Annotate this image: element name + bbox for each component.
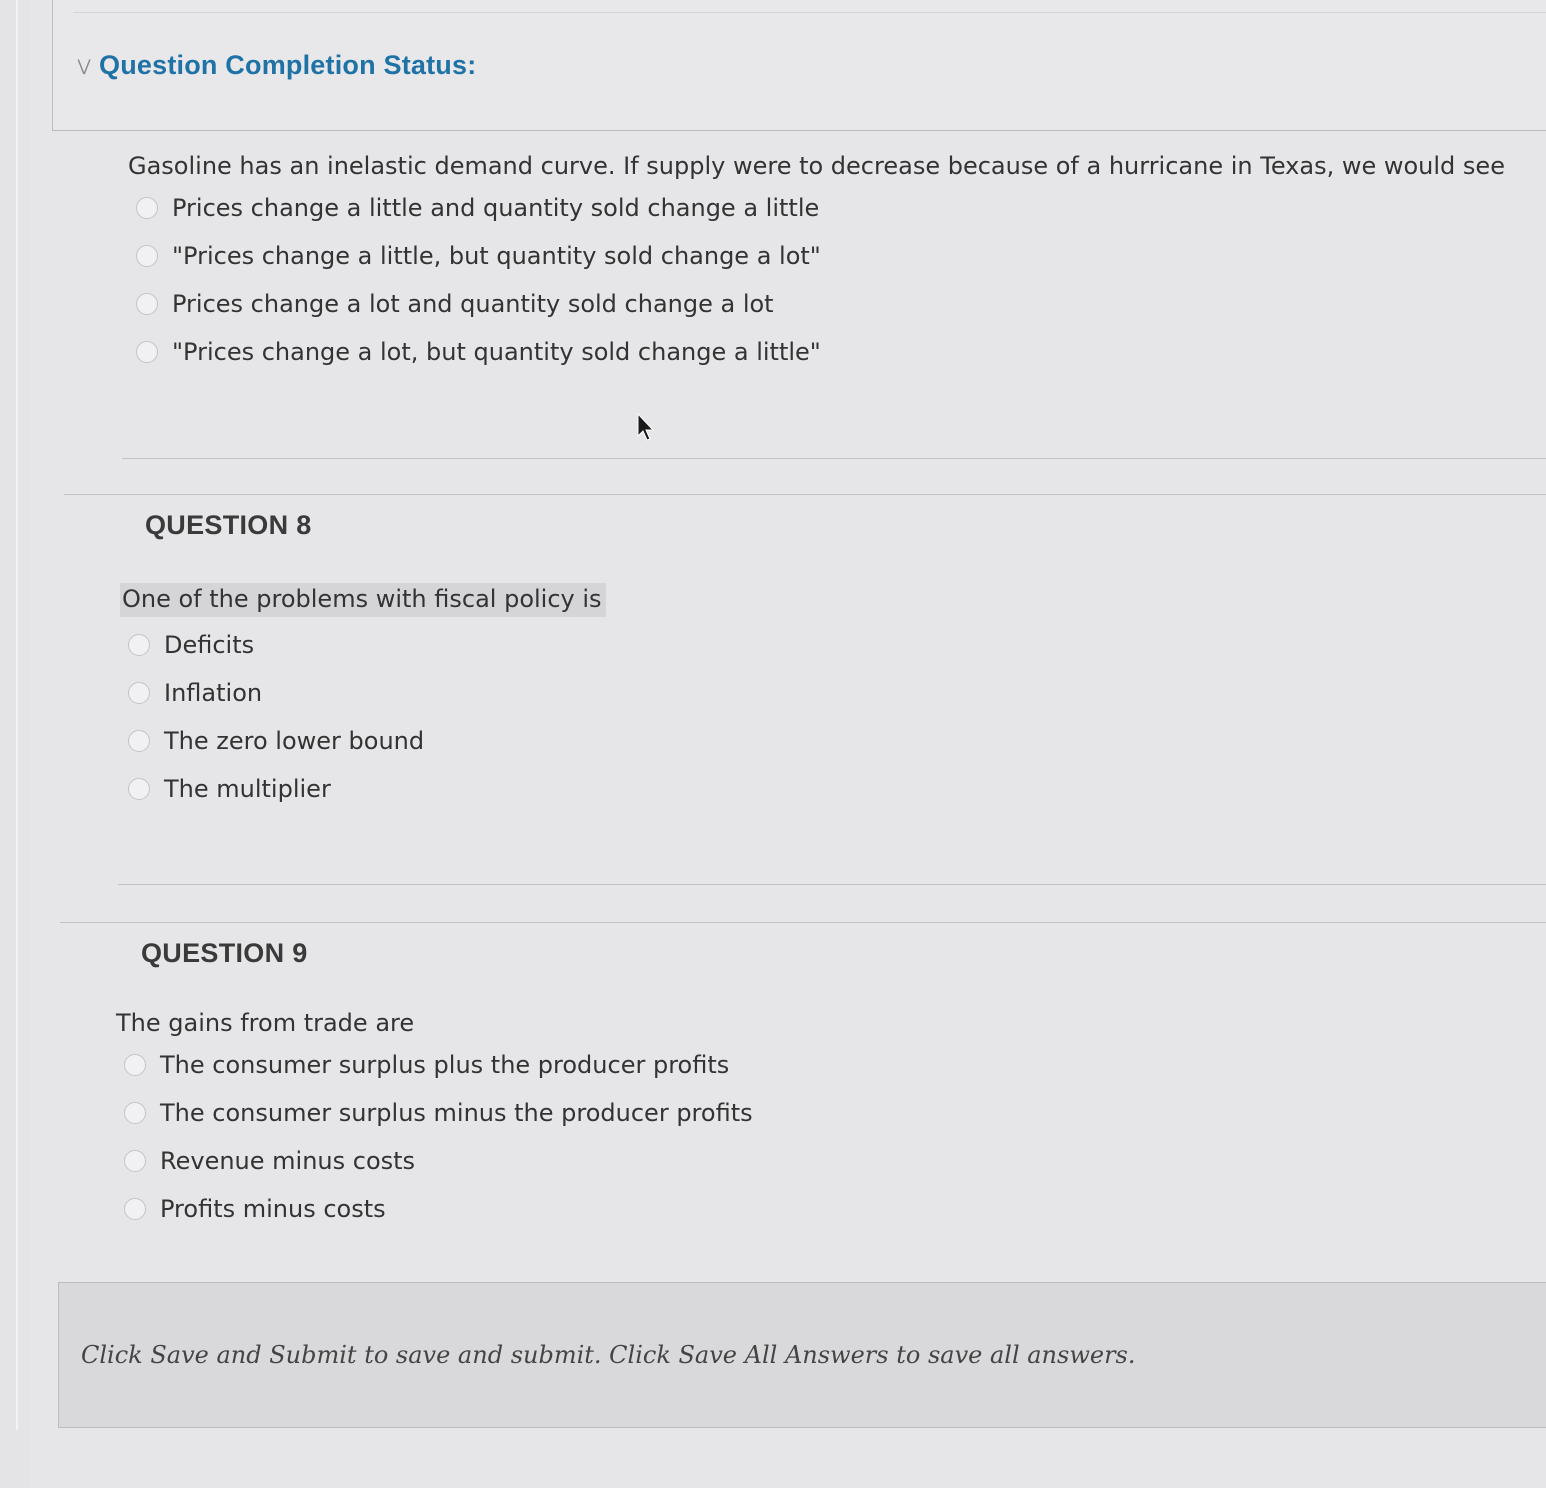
- radio-button[interactable]: [128, 730, 150, 752]
- submit-instructions: Click Save and Submit to save and submit. Click Save All Answers to save all answers.: [81, 1341, 1136, 1369]
- question-9-label: QUESTION 9: [141, 938, 308, 968]
- option-label: "Prices change a little, but quantity sold change a lot": [172, 242, 821, 270]
- option-label: Revenue minus costs: [160, 1147, 416, 1175]
- question-8-option-4[interactable]: [120, 765, 1520, 813]
- divider: [64, 494, 1546, 495]
- question-9-option-1[interactable]: [116, 1041, 1516, 1089]
- status-toggle[interactable]: [77, 50, 476, 81]
- radio-button[interactable]: [136, 341, 158, 363]
- chevron-down-icon[interactable]: ⋁: [77, 56, 91, 75]
- radio-button[interactable]: [136, 245, 158, 267]
- radio-button[interactable]: [124, 1054, 146, 1076]
- question-7-option-2[interactable]: [128, 232, 1528, 280]
- option-label: Deficits: [164, 631, 255, 659]
- divider: [60, 922, 1546, 923]
- submit-instructions-panel: [58, 1282, 1546, 1428]
- divider: [118, 884, 1546, 885]
- option-label: Profits minus costs: [160, 1195, 386, 1223]
- question-7-option-3[interactable]: [128, 280, 1528, 328]
- radio-button[interactable]: [124, 1198, 146, 1220]
- radio-button[interactable]: [124, 1102, 146, 1124]
- question-9-prompt: The gains from trade are: [116, 1009, 415, 1037]
- question-completion-status-panel: [52, 0, 1546, 131]
- question-8-option-3[interactable]: [120, 717, 1520, 765]
- radio-button[interactable]: [128, 778, 150, 800]
- divider: [73, 12, 1546, 13]
- mouse-pointer-icon: [636, 412, 656, 444]
- option-label: Prices change a little and quantity sold change a little: [172, 194, 820, 222]
- option-label: The consumer surplus plus the producer profits: [160, 1051, 730, 1079]
- option-label: The multiplier: [164, 775, 331, 803]
- option-label: Prices change a lot and quantity sold change a lot: [172, 290, 774, 318]
- question-7-prompt: Gasoline has an inelastic demand curve. If supply were to decrease because of a hurricane in Texas, we would see: [128, 152, 1505, 180]
- question-8-option-2[interactable]: [120, 669, 1520, 717]
- question-7-option-4[interactable]: [128, 328, 1528, 376]
- radio-button[interactable]: [136, 197, 158, 219]
- question-9-option-4[interactable]: [116, 1185, 1516, 1233]
- radio-button[interactable]: [136, 293, 158, 315]
- option-label: The consumer surplus minus the producer profits: [160, 1099, 753, 1127]
- question-7: [128, 150, 1528, 376]
- radio-button[interactable]: [124, 1150, 146, 1172]
- window-left-edge: [16, 0, 18, 1430]
- option-label: Inflation: [164, 679, 263, 707]
- question-8: [120, 510, 1520, 813]
- option-label: The zero lower bound: [164, 727, 425, 755]
- question-9-option-3[interactable]: [116, 1137, 1516, 1185]
- radio-button[interactable]: [128, 634, 150, 656]
- question-8-label: QUESTION 8: [145, 510, 312, 540]
- status-title[interactable]: Question Completion Status:: [99, 50, 477, 80]
- question-8-option-1[interactable]: [120, 621, 1520, 669]
- option-label: "Prices change a lot, but quantity sold change a little": [172, 338, 821, 366]
- divider: [122, 458, 1546, 459]
- question-8-prompt: One of the problems with fiscal policy is: [120, 583, 606, 617]
- test-page: [30, 0, 1546, 1488]
- question-9-option-2[interactable]: [116, 1089, 1516, 1137]
- radio-button[interactable]: [128, 682, 150, 704]
- question-9: [116, 938, 1516, 1233]
- question-7-option-1[interactable]: [128, 184, 1528, 232]
